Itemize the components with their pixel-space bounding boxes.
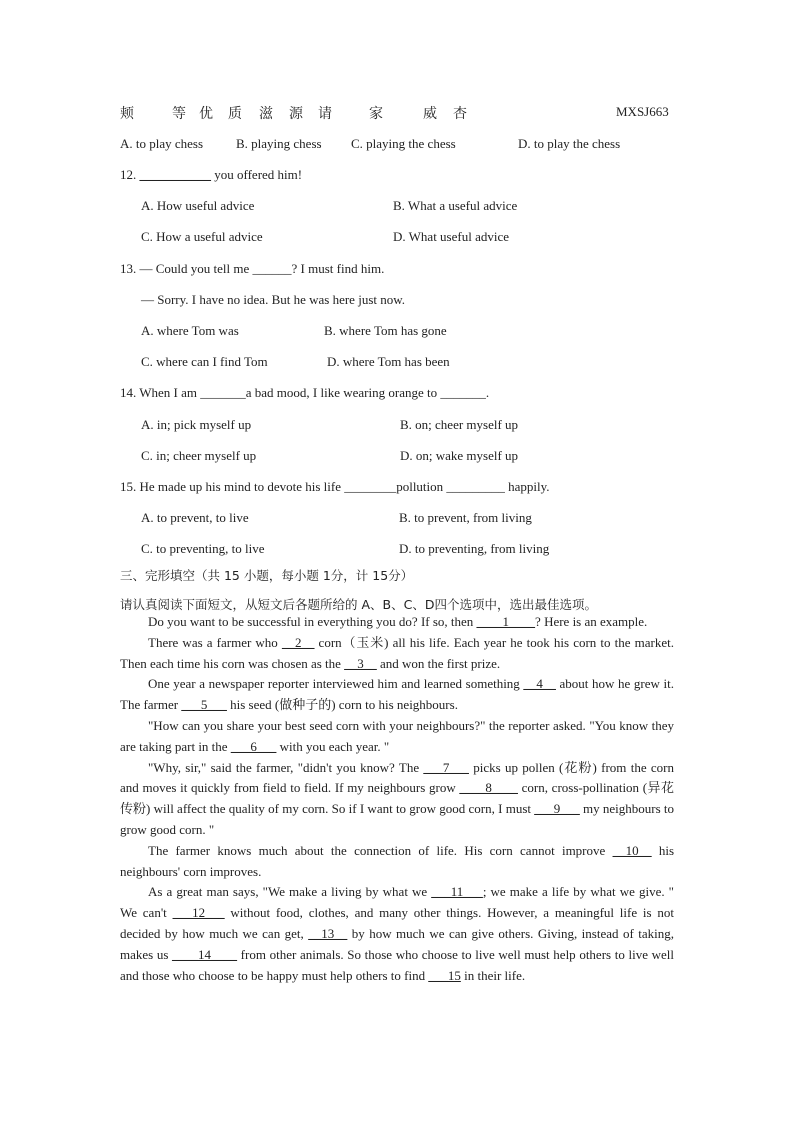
passage-text: without food, clothes, and many other things. However, a meaningful life is not decided by how much we can get,	[120, 905, 674, 941]
blank-7: ___7___	[423, 759, 469, 775]
passage-text: "How can you share your best seed corn with your neighbours?" the reporter asked. "You know they are taking part in the	[120, 717, 674, 754]
q13-reply: — Sorry. I have no idea. But he was here just now.	[141, 292, 406, 307]
q11-option-d: D. to play the chess	[518, 136, 621, 151]
passage-text: his neighbours' corn improves.	[120, 842, 675, 879]
passage-text: ; we make a life by what we give. " We can't	[120, 884, 674, 921]
q15-stem: 15. He made up his mind to devote his life ________pollution _________ happily.	[120, 479, 550, 494]
header-char: 杏	[453, 107, 467, 122]
passage-paragraph	[120, 882, 674, 986]
q15-option-b: B. to prevent, from living	[399, 510, 532, 525]
blank-15: ___15	[428, 967, 461, 983]
q14-option-b: B. on; cheer myself up	[400, 417, 519, 432]
q12-option-c: C. How a useful advice	[141, 229, 263, 244]
q12-option-d: D. What useful advice	[393, 229, 509, 244]
header-char: 颊	[120, 107, 134, 122]
passage-text: from other animals. So those who choose to live well must help others to live well and those who choose to be happy must help others to find	[120, 946, 674, 983]
header-char: 优	[199, 107, 213, 122]
q13-option-b: B. where Tom has gone	[324, 323, 447, 338]
blank-9: ___9___	[534, 801, 580, 817]
blank-8: ____8____	[459, 780, 518, 796]
passage-text: in their life.	[460, 967, 526, 983]
passage-text: One year a newspaper reporter interviewed him and learned something	[148, 676, 524, 692]
blank-4: __4__	[523, 676, 556, 692]
header-char: 请	[318, 107, 332, 122]
document-code: MXSJ663	[616, 104, 669, 119]
section-title: 三、完形填空（共 15 小题，每小题 1分，计 15分）	[120, 568, 414, 583]
q15-option-a: A. to prevent, to live	[141, 510, 249, 525]
section-instruction: 请认真阅读下面短文，从短文后各题所给的 A、B、C、D四个选项中，选出最佳选项。	[120, 597, 597, 612]
q14-option-c: C. in; cheer myself up	[141, 448, 257, 463]
passage-text: corn, cross-pollination (异花传粉) will affect the quality of my corn. So if I want to grow good corn, I must	[120, 780, 674, 817]
blank-10: __10__	[612, 842, 652, 858]
blank-5: ___5___	[181, 697, 227, 713]
blank-14: ____14____	[172, 946, 238, 962]
passage-paragraph	[120, 716, 674, 758]
passage-text: by how much we can give others. Giving, instead of taking, makes us	[120, 925, 674, 962]
blank-11: ___11___	[431, 884, 483, 900]
passage-text: The farmer knows much about the connection of life. His corn cannot improve	[148, 842, 613, 858]
passage-text: picks up pollen (花粉) from the corn and moves it quickly from field to field. If my neighbours grow	[120, 759, 674, 796]
passage-text: about how he grew it. The farmer	[120, 676, 674, 713]
blank-1: ____1____	[476, 614, 536, 629]
header-char: 等	[172, 107, 186, 122]
passage-paragraph	[120, 674, 674, 716]
passage-paragraph	[120, 612, 674, 633]
passage-paragraph	[120, 633, 674, 675]
q12-blank: ___________	[139, 167, 211, 182]
q11-option-c: C. playing the chess	[351, 136, 456, 151]
blank-13: __13__	[308, 925, 348, 941]
passage-text: "Why, sir," said the farmer, "didn't you know? The	[148, 759, 424, 775]
passage-text: ? Here is an example.	[535, 614, 648, 629]
passage-text: As a great man says, "We make a living by what we	[148, 884, 432, 900]
passage-text: with you each year. "	[276, 738, 390, 754]
q12-number: 12.	[120, 167, 140, 182]
header-char: 滋	[259, 107, 273, 122]
blank-6: ___6___	[230, 738, 277, 754]
q13-stem: 13. — Could you tell me ______? I must find him.	[120, 261, 385, 276]
blank-3: __3__	[344, 655, 377, 671]
q14-option-a: A. in; pick myself up	[141, 417, 252, 432]
passage-text: Do you want to be successful in everything you do? If so, then	[148, 614, 477, 629]
passage-text: my neighbours to grow good corn. "	[120, 801, 674, 837]
passage-text: corn（玉米) all his life. Each year he took his corn to the market. Then each time his corn was chosen as the	[120, 634, 674, 671]
q13-option-a: A. where Tom was	[141, 323, 239, 338]
q13-option-d: D. where Tom has been	[327, 354, 450, 369]
q12-stem-text: you offered him!	[211, 167, 303, 182]
passage-text: There was a farmer who	[148, 634, 282, 650]
passage-paragraph	[120, 758, 674, 841]
q12-stem	[120, 167, 302, 183]
header-char: 源	[289, 107, 303, 122]
header-char: 质	[228, 107, 242, 122]
blank-12: ___12___	[172, 905, 225, 921]
passage-paragraph	[120, 841, 674, 883]
q11-option-a: A. to play chess	[120, 136, 204, 151]
q11-option-b: B. playing chess	[236, 136, 322, 151]
q13-option-c: C. where can I find Tom	[141, 354, 268, 369]
q15-option-d: D. to preventing, from living	[399, 541, 550, 556]
q14-stem: 14. When I am _______a bad mood, I like wearing orange to _______.	[120, 385, 490, 400]
passage-text: and won the first prize.	[376, 655, 501, 671]
passage-text: his seed (做种子的) corn to his neighbours.	[226, 697, 458, 713]
cloze-passage	[120, 612, 674, 986]
blank-2: __2__	[281, 634, 315, 650]
q15-option-c: C. to preventing, to live	[141, 541, 265, 556]
header-char: 威	[423, 107, 437, 122]
q12-option-b: B. What a useful advice	[393, 198, 518, 213]
q14-option-d: D. on; wake myself up	[400, 448, 519, 463]
header-char: 家	[369, 107, 383, 122]
q12-option-a: A. How useful advice	[141, 198, 255, 213]
